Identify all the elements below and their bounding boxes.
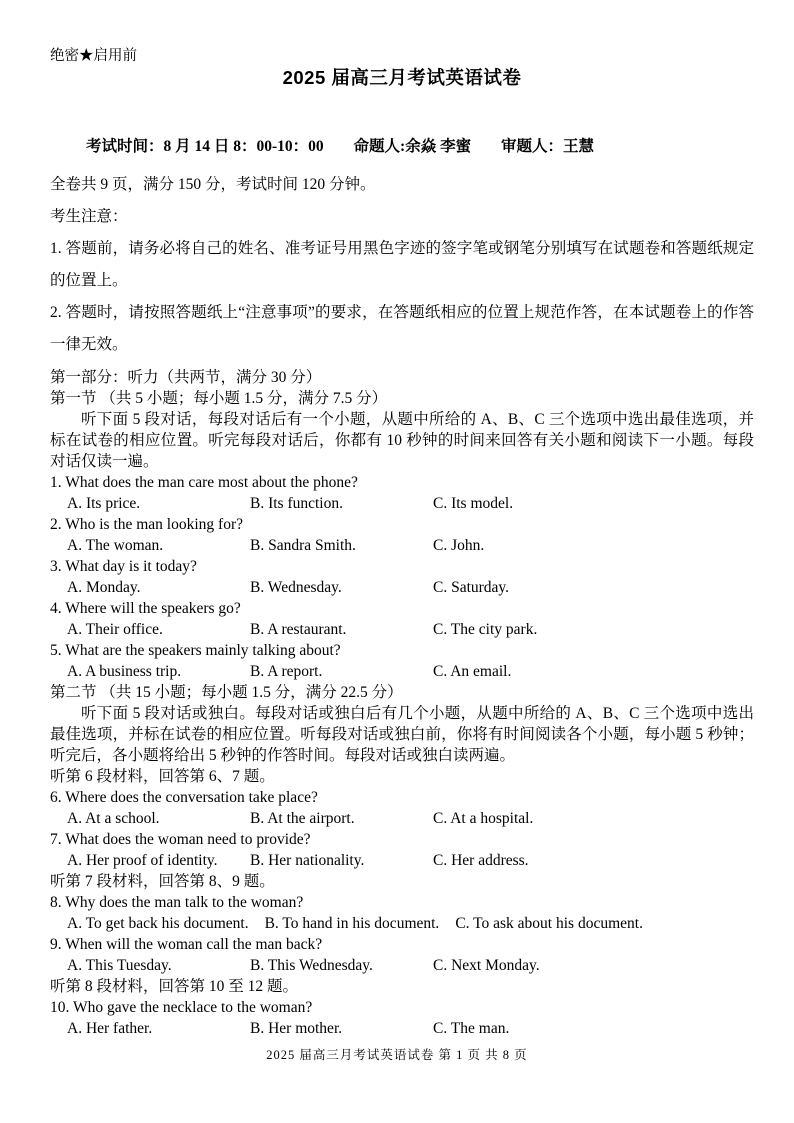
material-8-heading: 听第 8 段材料，回答第 10 至 12 题。 (50, 978, 299, 995)
option-c: C. Its model. (433, 495, 514, 512)
option-a: A. Its price. (67, 495, 141, 512)
option-a: A. The woman. (67, 537, 164, 554)
option-a: A. Her proof of identity. (67, 852, 218, 869)
notice-item-2: 2. 答题时，请按照答题纸上“注意事项”的要求，在答题纸相应的位置上规范作答，在本试题卷上的作答一律无效。 (50, 304, 754, 353)
option-b: B. A report. (250, 663, 323, 680)
option-a: A. Monday. (67, 579, 141, 596)
option-b: B. Sandra Smith. (250, 537, 356, 554)
exam-setters: 命题人:余焱 李蜜 (353, 138, 472, 155)
option-c: C. John. (433, 537, 485, 554)
question-text: 5. What are the speakers mainly talking about? (50, 642, 341, 659)
option-b: B. At the airport. (250, 810, 355, 827)
section2-heading: 第二节 （共 15 小题；每小题 1.5 分，满分 22.5 分） (50, 684, 403, 701)
question-options (50, 913, 754, 934)
question-10 (50, 997, 754, 1039)
paper-title: 2025 届高三月考试英语试卷 (282, 67, 522, 88)
section2-instructions: 听下面 5 段对话或独白。每段对话或独白后有几个小题，从题中所给的 A、B、C 三个选项中选出最佳选项，并标在试卷的相应位置。听每段对话或独白前，你将有时间阅读各个小题，每小题 5 秒钟；听完后，各小题将给出 5 秒钟的作答时间。每段对话或独白读两遍。 (50, 705, 754, 764)
question-6 (50, 787, 754, 829)
part1-heading: 第一部分：听力（共两节，满分 30 分） (50, 369, 322, 386)
question-9 (50, 934, 754, 976)
exam-body (50, 367, 754, 1039)
question-text: 10. Who gave the necklace to the woman? (50, 999, 313, 1016)
option-a: A. Their office. (67, 621, 163, 638)
question-text: 6. Where does the conversation take place? (50, 789, 318, 806)
option-b: B. Her mother. (250, 1020, 343, 1037)
option-b: B. A restaurant. (250, 621, 347, 638)
question-options (50, 955, 754, 976)
question-1 (50, 472, 754, 514)
classification-label: 绝密★启用前 (50, 48, 137, 64)
option-c: C. An email. (433, 663, 512, 680)
question-text: 2. Who is the man looking for? (50, 516, 244, 533)
option-a: A. Her father. (67, 1020, 153, 1037)
option-c: C. Her address. (433, 852, 529, 869)
option-b: B. To hand in his document. (264, 915, 440, 932)
candidate-notice (50, 169, 754, 361)
option-c: C. To ask about his document. (455, 915, 643, 932)
question-options (50, 850, 754, 871)
option-c: C. The man. (433, 1020, 510, 1037)
question-options (50, 577, 754, 598)
option-b: B. Its function. (250, 495, 343, 512)
question-text: 8. Why does the man talk to the woman? (50, 894, 304, 911)
section1-instructions: 听下面 5 段对话，每段对话后有一个小题，从题中所给的 A、B、C 三个选项中选出最佳选项，并标在试卷的相应位置。听完每段对话后，你都有 10 秒钟的时间来回答有关小题和阅读下一小题。每段对话仅读一遍。 (50, 411, 754, 470)
question-8 (50, 892, 754, 934)
question-7 (50, 829, 754, 871)
section1-heading: 第一节 （共 5 小题；每小题 1.5 分，满分 7.5 分） (50, 390, 388, 407)
question-text: 1. What does the man care most about the phone? (50, 474, 358, 491)
page-footer: 2025 届高三月考试英语试卷 第 1 页 共 8 页 (266, 1048, 528, 1062)
question-options (50, 493, 754, 514)
exam-time: 考试时间：8 月 14 日 8：00-10：00 (86, 138, 324, 155)
question-text: 3. What day is it today? (50, 558, 197, 575)
material-6-heading: 听第 6 段材料，回答第 6、7 题。 (50, 768, 275, 785)
material-7-heading: 听第 7 段材料，回答第 8、9 题。 (50, 873, 275, 890)
question-options (50, 1018, 754, 1039)
question-2 (50, 514, 754, 556)
option-c: C. Next Monday. (433, 957, 540, 974)
question-5 (50, 640, 754, 682)
option-a: A. At a school. (67, 810, 160, 827)
option-a: A. To get back his document. (67, 915, 249, 932)
option-c: C. Saturday. (433, 579, 510, 596)
option-c: C. At a hospital. (433, 810, 534, 827)
question-options (50, 808, 754, 829)
exam-info-line (50, 136, 754, 158)
notice-heading: 考生注意： (50, 208, 128, 225)
question-text: 7. What does the woman need to provide? (50, 831, 311, 848)
exam-reviewer: 审题人：王慧 (500, 138, 594, 155)
option-b: B. Wednesday. (250, 579, 342, 596)
question-text: 9. When will the woman call the man back? (50, 936, 323, 953)
option-b: B. Her nationality. (250, 852, 365, 869)
question-text: 4. Where will the speakers go? (50, 600, 241, 617)
option-b: B. This Wednesday. (250, 957, 373, 974)
option-a: A. A business trip. (67, 663, 182, 680)
question-4 (50, 598, 754, 640)
question-options (50, 619, 754, 640)
option-a: A. This Tuesday. (67, 957, 172, 974)
notice-item-1: 1. 答题前，请务必将自己的姓名、准考证号用黑色字迹的签字笔或钢笔分别填写在试题卷和答题纸规定的位置上。 (50, 240, 754, 289)
option-c: C. The city park. (433, 621, 538, 638)
paper-summary: 全卷共 9 页，满分 150 分，考试时间 120 分钟。 (50, 176, 376, 193)
question-3 (50, 556, 754, 598)
question-options (50, 535, 754, 556)
question-options (50, 661, 754, 682)
